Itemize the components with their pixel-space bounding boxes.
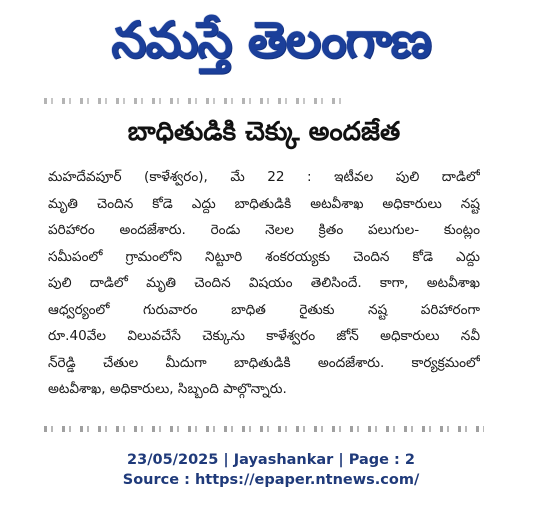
article-line: సమీపంలో గ్రామంలోని నిట్టూరి శంకరయ్యకు చెందిన కోడె ఎద్దు xyxy=(48,248,480,265)
article-headline: బాధితుడికి చెక్కు అందజేత xyxy=(127,117,401,147)
article-line: పరిహారం అందజేశారు. రెండు నెలల క్రితం పలుగుల- కుంట్లం xyxy=(48,222,480,238)
cropped-text-bottom xyxy=(44,426,484,432)
article-line: మృతి చెందిన కోడె ఎద్దు బాధితుడికి అటవీశాఖ అధికారులు నష్ట xyxy=(48,195,480,212)
clipping-date-info: 23/05/2025 | Jayashankar | Page : 2 xyxy=(127,452,415,468)
article-line: పులి దాడిలో మృతి చెందిన విషయం తెలిసిందే. కాగా, అటవీశాఖ xyxy=(48,275,480,291)
article-line: ఆధ్వర్యంలో గురువారం బాధిత రైతుకు నష్ట పరిహారంగా xyxy=(48,301,480,318)
masthead xyxy=(0,0,542,82)
article-line: న్‌రెడ్డి చేతుల మీదుగా బాధితుడికి అందజేశారు. కార్యక్రమంలో xyxy=(48,354,480,371)
article-clipping xyxy=(44,96,490,432)
article-line: మహదేవపూర్ (కాళేశ్వరం), మే 22 : ఇటీవల పులి దాడిలో xyxy=(48,169,480,185)
cropped-text-top xyxy=(44,98,344,104)
clipping-source: Source : https://epaper.ntnews.com/ xyxy=(122,472,420,488)
article-line: రూ.40వేల విలువచేసే చెక్కును కాళేశ్వరం జోన్ అధికారులు నవీ xyxy=(48,328,480,344)
newspaper-logo: నమస్తే తెలంగాణ xyxy=(111,11,431,69)
article-line: అటవీశాఖ, అధికారులు, సిబ్బంది పాల్గొన్నారు. xyxy=(48,381,287,397)
article-body xyxy=(48,164,480,403)
